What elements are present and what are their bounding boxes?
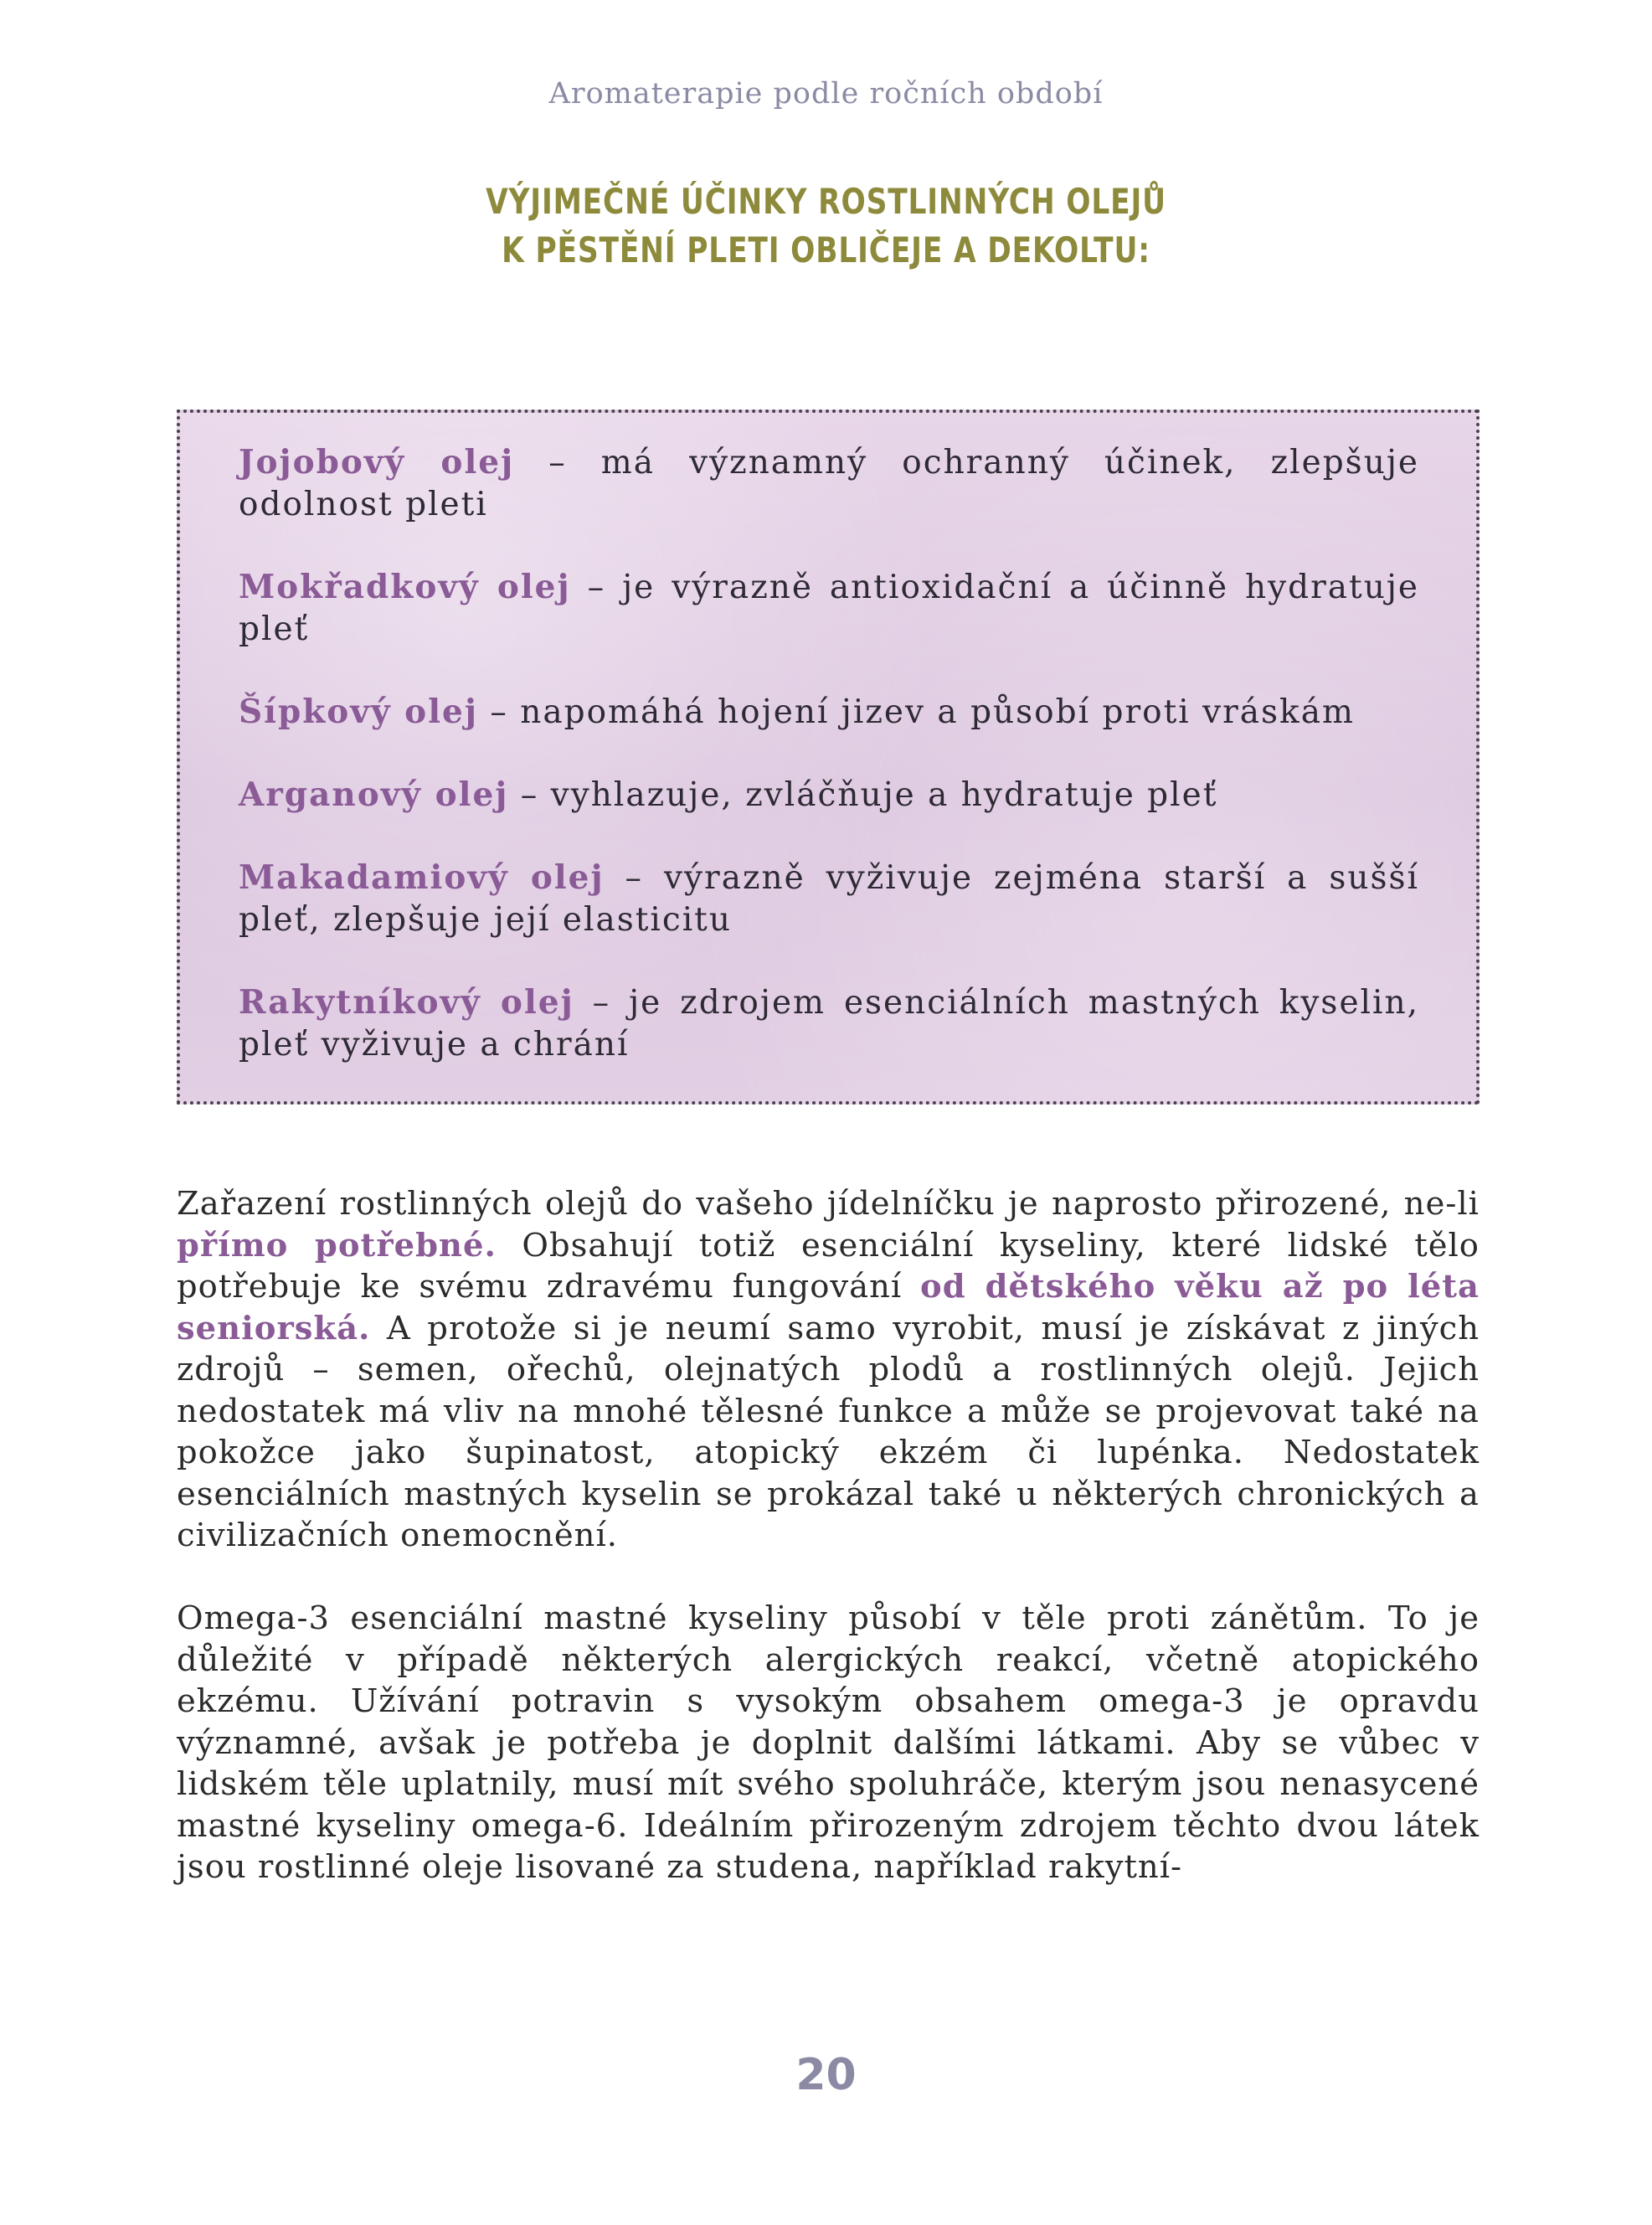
running-head: Aromaterapie podle ročních období: [548, 77, 1104, 111]
oil-description: – napomáhá hojení jizev a působí proti vráskám: [477, 693, 1355, 731]
paragraph-text: A protože si je neumí samo vyrobit, musí je získávat z jiných zdrojů – semen, ořechů, olejnatých plodů a rostlinných olejů. Jejich nedostatek má vliv na mnohé tělesné funkce a může se projevovat také na pokožce jako šupinatost, atopický ekzém či lupénka. Nedostatek esenciálních mastných kyselin se prokázal také u některých chronických a civilizačních onemocnění.: [177, 1309, 1480, 1554]
oil-description: – vyhlazuje, zvláčňuje a hydratuje pleť: [508, 776, 1218, 814]
oil-name: Rakytníkový olej: [239, 983, 574, 1022]
oil-description: – má významný ochranný účinek, zlepšuje odolnost pleti: [239, 444, 1419, 523]
highlight-text: od dětského věku až po léta seniorská.: [177, 1268, 1480, 1347]
body-paragraph-1: [177, 1183, 1480, 1557]
oil-description: – výrazně vyživuje zejména starší a sušší pleť, zlepšuje její elasticitu: [239, 859, 1419, 939]
highlight-text: přímo potřebné.: [177, 1226, 497, 1264]
oil-list-box: [177, 409, 1480, 1105]
oil-name: Arganový olej: [239, 775, 509, 814]
oil-item: [239, 857, 1419, 941]
oil-item: [239, 691, 1419, 734]
paragraph-text: Obsahují totiž esenciální kyseliny, které lidské tělo potřebuje ke svému zdravému fungování: [177, 1226, 1480, 1306]
oil-name: Makadamiový olej: [239, 858, 605, 897]
oil-name: Šípkový olej: [239, 693, 478, 731]
oil-description: – je výrazně antioxidační a účinně hydratuje pleť: [239, 569, 1419, 648]
section-title: [149, 178, 1504, 275]
oil-item: [239, 774, 1419, 816]
oil-item: [239, 981, 1419, 1066]
paragraph-text: Zařazení rostlinných olejů do vašeho jídelníčku je naprosto přirozené, ne-li: [177, 1185, 1480, 1223]
oil-name: Mokřadkový olej: [239, 568, 571, 606]
oil-description: – je zdrojem esenciálních mastných kyselin, pleť vyživuje a chrání: [239, 984, 1419, 1064]
body-paragraph-2: Omega-3 esenciální mastné kyseliny působí v těle proti zánětům. To je důležité v případě některých alergických reakcí, včetně atopického ekzému. Užívání potravin s vysokým obsahem omega-3 je opravdu významné, avšak je potřeba je doplnit dalšími látkami. Aby se vůbec v lidském těle uplatnily, musí mít svého spoluhráče, kterým jsou nenasycené mastné kyseliny omega-6. Ideálním přirozeným zdrojem těchto dvou látek jsou rostlinné oleje lisované za studena, například rakytní-: [177, 1599, 1480, 1886]
section-title-line-2: K PĚSTĚNÍ PLETI OBLIČEJE A DEKOLTU:: [502, 229, 1150, 270]
section-title-line-1: VÝJIMEČNÉ ÚČINKY ROSTLINNÝCH OLEJŮ: [486, 181, 1166, 222]
oil-item: [239, 441, 1419, 526]
page-number: 20: [795, 2050, 857, 2100]
oil-item: [239, 566, 1419, 651]
oil-name: Jojobový olej: [239, 443, 515, 482]
